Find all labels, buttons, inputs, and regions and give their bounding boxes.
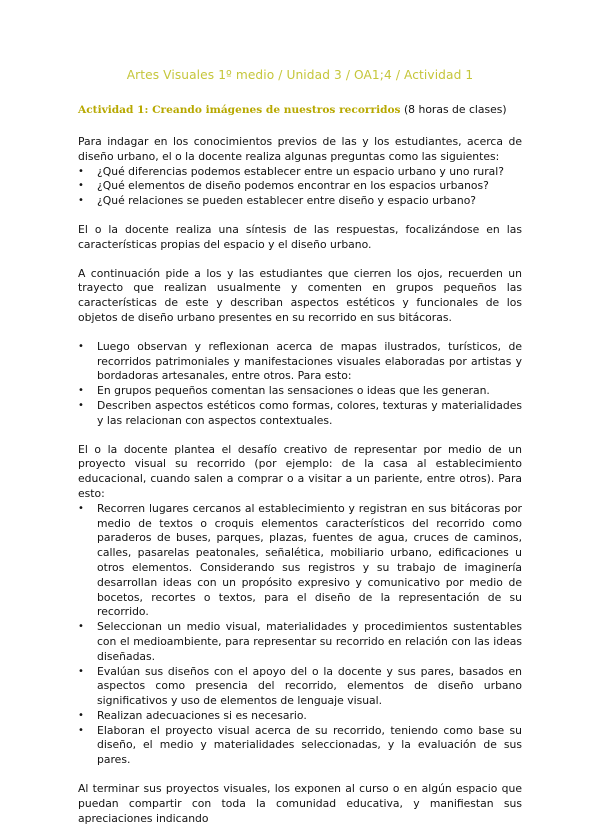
intro-paragraph: Para indagar en los conocimientos previos de las y los estudiantes, acerca de diseño urbano, el o la docente realiza algunas preguntas como las siguientes: xyxy=(78,135,522,163)
list-item: • Realizan adecuaciones si es necesario. xyxy=(78,708,307,722)
list-item: • Elaboran el proyecto visual acerca de su recorrido, teniendo como base su diseño, el medio y materialidades seleccionadas, y la evaluación de sus pares. xyxy=(78,723,522,767)
challenge-paragraph: El o la docente plantea el desafío creativo de representar por medio de un proyecto visual su recorrido (por ejemplo: de la casa al establecimiento educacional, cuando salen a comprar o a visitar a un pariente, entre otros). Para esto: xyxy=(78,442,522,500)
challenge-steps-list xyxy=(78,502,522,768)
list-item: • Evalúan sus diseños con el apoyo del o la docente y sus pares, basados en aspectos como presencia del recorrido, elementos de diseño urbano significativos y uso de elementos de lenguaje visual. xyxy=(78,664,522,708)
list-item: • ¿Qué diferencias podemos establecer entre un espacio urbano y uno rural? xyxy=(78,164,505,178)
bullet-icon: • xyxy=(78,165,84,177)
bullet-icon: • xyxy=(78,621,84,633)
bullet-icon: • xyxy=(78,399,84,411)
bullet-icon: • xyxy=(78,709,84,721)
bullet-icon: • xyxy=(78,385,84,397)
list-item: • ¿Qué relaciones se pueden establecer entre diseño y espacio urbano? xyxy=(78,194,477,208)
list-item: • ¿Qué elementos de diseño podemos encontrar en los espacios urbanos? xyxy=(78,179,489,193)
bullet-icon: • xyxy=(78,724,84,736)
list-item: • Seleccionan un medio visual, materialidades y procedimientos sustentables con el medioambiente, para representar su recorrido en relación con las ideas diseñadas. xyxy=(78,620,522,663)
activity-duration: (8 horas de clases) xyxy=(403,103,507,116)
bullet-icon: • xyxy=(78,665,84,677)
questions-list xyxy=(78,165,522,209)
list-item: • En grupos pequeños comentan las sensaciones o ideas que les generan. xyxy=(78,384,490,398)
document-header: Artes Visuales 1º medio / Unidad 3 / OA1;4 / Actividad 1 xyxy=(126,68,474,82)
list-item: • Describen aspectos estéticos como formas, colores, texturas y materialidades y las relacionan con aspectos contextuales. xyxy=(78,398,522,427)
bullet-icon: • xyxy=(78,180,84,192)
activity-heading xyxy=(78,102,522,118)
bullet-icon: • xyxy=(78,340,84,352)
synthesis-paragraph: El o la docente realiza una síntesis de las respuestas, focalizándose en las características propias del espacio y el diseño urbano. xyxy=(78,222,522,251)
observation-list xyxy=(78,340,522,429)
activity-title: Actividad 1: Creando imágenes de nuestros recorridos xyxy=(78,104,401,116)
bullet-icon: • xyxy=(78,502,84,514)
bullet-icon: • xyxy=(78,195,84,207)
trajectory-paragraph: A continuación pide a los y las estudiantes que cierren los ojos, recuerden un trayecto que realizan usualmente y comenten en grupos pequeños las características de este y describan aspectos estéticos y funcionales de los objetos de diseño urbano presentes en su recorrido en sus bitácoras. xyxy=(78,266,522,324)
list-item: • Luego observan y reflexionan acerca de mapas ilustrados, turísticos, de recorridos patrimoniales y manifestaciones visuales elaboradas por artistas y bordadoras artesanales, entre otros. Para esto: xyxy=(78,339,522,383)
list-item: • Recorren lugares cercanos al establecimiento y registran en sus bitácoras por medio de textos o croquis elementos característicos del recorrido como paraderos de buses, parques, plazas, fuentes de agua, cruces de caminos, calles, pasarelas peatonales, señalética, mobiliario urbano, edificaciones u otros elementos. Considerando sus registros y su trabajo de imaginería desarrollan ideas con un propósito expresivo y comunicativo por medio de bocetos, recortes o textos, para el diseño de la representación de su recorrido. xyxy=(78,501,522,619)
closing-paragraph: Al terminar sus proyectos visuales, los exponen al curso o en algún espacio que puedan compartir con toda la comunidad educativa, y manifiestan sus apreciaciones indicando xyxy=(78,782,522,825)
